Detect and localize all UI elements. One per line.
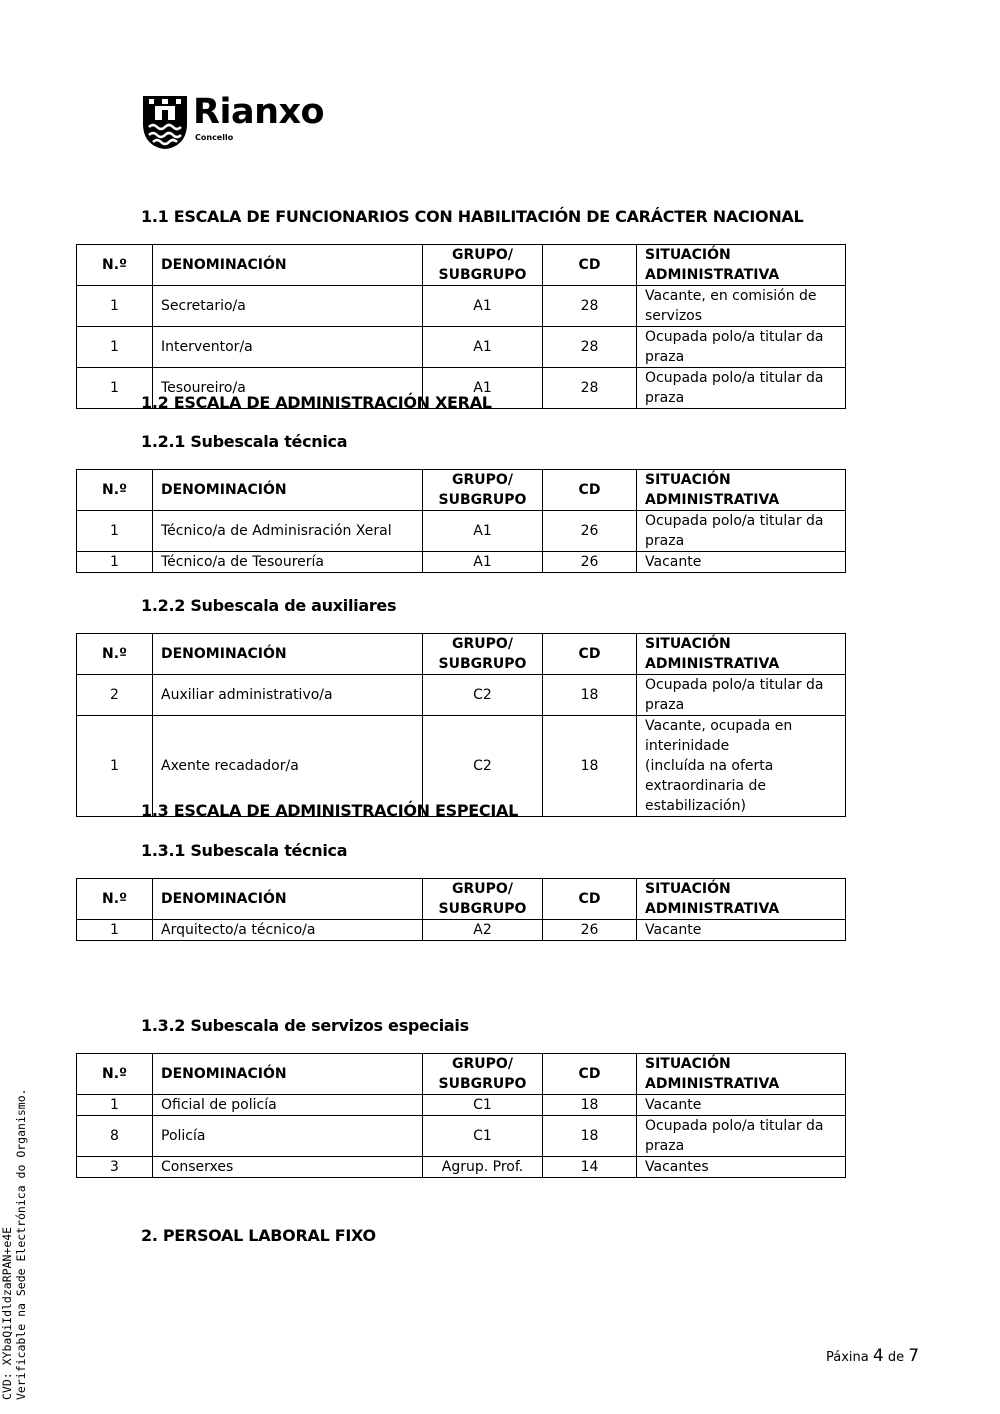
cell-n: 1 bbox=[77, 368, 153, 409]
section-heading-1-2: 1.2 ESCALA DE ADMINISTRACIÓN XERAL bbox=[141, 393, 492, 412]
header-denominacion: DENOMINACIÓN bbox=[153, 470, 423, 511]
cell-situacion: Ocupada polo/a titular da praza bbox=[637, 675, 846, 716]
table-row bbox=[77, 1116, 846, 1157]
table-row bbox=[77, 327, 846, 368]
section-heading-2: 2. PERSOAL LABORAL FIXO bbox=[141, 1226, 376, 1245]
table-1-2-1 bbox=[76, 469, 846, 573]
table-1-1 bbox=[76, 244, 846, 409]
cell-denominacion: Auxiliar administrativo/a bbox=[153, 675, 423, 716]
cell-denominacion: Interventor/a bbox=[153, 327, 423, 368]
table-header-row bbox=[77, 879, 846, 920]
table-1-3-1 bbox=[76, 878, 846, 941]
cell-grupo: Agrup. Prof. bbox=[423, 1157, 543, 1178]
section-heading-1-3: 1.3 ESCALA DE ADMINISTRACIÓN ESPECIAL bbox=[141, 801, 518, 820]
cell-situacion: Vacantes bbox=[637, 1157, 846, 1178]
cell-situacion: Vacante bbox=[637, 1095, 846, 1116]
cell-denominacion: Tesoureiro/a bbox=[153, 368, 423, 409]
cell-situacion: Vacante bbox=[637, 920, 846, 941]
cell-n: 1 bbox=[77, 552, 153, 573]
cell-denominacion: Policía bbox=[153, 1116, 423, 1157]
header-n: N.º bbox=[77, 470, 153, 511]
concello-shield-icon bbox=[141, 94, 189, 150]
section-heading-1-3-1: 1.3.1 Subescala técnica bbox=[141, 841, 348, 860]
cell-cd: 26 bbox=[543, 552, 637, 573]
current-page: 4 bbox=[872, 1346, 884, 1366]
cell-grupo: A1 bbox=[423, 286, 543, 327]
cell-grupo: C1 bbox=[423, 1116, 543, 1157]
cell-denominacion: Axente recadador/a bbox=[153, 716, 423, 817]
header-grupo: GRUPO/ SUBGRUPO bbox=[423, 245, 543, 286]
header-situacion: SITUACIÓN ADMINISTRATIVA bbox=[637, 1054, 846, 1095]
header-grupo: GRUPO/ SUBGRUPO bbox=[423, 470, 543, 511]
header-denominacion: DENOMINACIÓN bbox=[153, 245, 423, 286]
cell-denominacion: Técnico/a de Tesourería bbox=[153, 552, 423, 573]
table-1-2-2 bbox=[76, 633, 846, 817]
cell-cd: 18 bbox=[543, 675, 637, 716]
cell-denominacion: Técnico/a de Adminisración Xeral bbox=[153, 511, 423, 552]
cell-situacion: Vacante bbox=[637, 552, 846, 573]
header-cd: CD bbox=[543, 634, 637, 675]
cell-grupo: A1 bbox=[423, 368, 543, 409]
header-cd: CD bbox=[543, 1054, 637, 1095]
cell-situacion: Ocupada polo/a titular da praza bbox=[637, 511, 846, 552]
cell-cd: 28 bbox=[543, 327, 637, 368]
header-cd: CD bbox=[543, 245, 637, 286]
cell-denominacion: Secretario/a bbox=[153, 286, 423, 327]
header-situacion: SITUACIÓN ADMINISTRATIVA bbox=[637, 879, 846, 920]
cell-denominacion: Oficial de policía bbox=[153, 1095, 423, 1116]
header-denominacion: DENOMINACIÓN bbox=[153, 1054, 423, 1095]
section-heading-1-1: 1.1 ESCALA DE FUNCIONARIOS CON HABILITACIÓN DE CARÁCTER NACIONAL bbox=[141, 207, 804, 226]
header-n: N.º bbox=[77, 1054, 153, 1095]
logo-subtitle: Concello bbox=[195, 133, 234, 142]
cell-n: 1 bbox=[77, 920, 153, 941]
header-situacion: SITUACIÓN ADMINISTRATIVA bbox=[637, 245, 846, 286]
cell-n: 8 bbox=[77, 1116, 153, 1157]
cell-cd: 18 bbox=[543, 1095, 637, 1116]
table-row bbox=[77, 920, 846, 941]
cell-grupo: A1 bbox=[423, 552, 543, 573]
cell-situacion: Ocupada polo/a titular da praza bbox=[637, 327, 846, 368]
cell-denominacion: Conserxes bbox=[153, 1157, 423, 1178]
section-heading-1-2-2: 1.2.2 Subescala de auxiliares bbox=[141, 596, 397, 615]
cell-cd: 18 bbox=[543, 716, 637, 817]
cell-n: 1 bbox=[77, 716, 153, 817]
table-1-3-2 bbox=[76, 1053, 846, 1178]
cell-grupo: C2 bbox=[423, 716, 543, 817]
table-header-row bbox=[77, 1054, 846, 1095]
verification-text: Verificable na Sede Electrónica do Organismo. bbox=[14, 1088, 28, 1400]
cell-grupo: A2 bbox=[423, 920, 543, 941]
header-n: N.º bbox=[77, 245, 153, 286]
cvd-code: CVD: XYbaQiIdldzaRPAN+e4E bbox=[0, 1226, 14, 1400]
cell-situacion: Vacante, ocupada en interinidade (incluída na oferta extraordinaria de estabilización) bbox=[637, 716, 846, 817]
cell-n: 3 bbox=[77, 1157, 153, 1178]
header-n: N.º bbox=[77, 634, 153, 675]
page-number bbox=[826, 1346, 919, 1366]
cell-cd: 28 bbox=[543, 368, 637, 409]
cell-grupo: A1 bbox=[423, 327, 543, 368]
page-prefix: Páxina bbox=[826, 1350, 869, 1365]
cell-cd: 26 bbox=[543, 511, 637, 552]
cell-cd: 26 bbox=[543, 920, 637, 941]
section-heading-1-3-2: 1.3.2 Subescala de servizos especiais bbox=[141, 1016, 469, 1035]
page-separator: de bbox=[887, 1350, 905, 1365]
table-header-row bbox=[77, 470, 846, 511]
header-situacion: SITUACIÓN ADMINISTRATIVA bbox=[637, 634, 846, 675]
table-row bbox=[77, 1157, 846, 1178]
logo-wordmark: Rianxo bbox=[193, 92, 325, 132]
cell-n: 1 bbox=[77, 511, 153, 552]
cell-n: 1 bbox=[77, 327, 153, 368]
header-grupo: GRUPO/ SUBGRUPO bbox=[423, 634, 543, 675]
header-grupo: GRUPO/ SUBGRUPO bbox=[423, 1054, 543, 1095]
cell-situacion: Ocupada polo/a titular da praza bbox=[637, 368, 846, 409]
header-cd: CD bbox=[543, 470, 637, 511]
table-row bbox=[77, 552, 846, 573]
table-row bbox=[77, 1095, 846, 1116]
cell-denominacion: Arquitecto/a técnico/a bbox=[153, 920, 423, 941]
header-denominacion: DENOMINACIÓN bbox=[153, 634, 423, 675]
header-denominacion: DENOMINACIÓN bbox=[153, 879, 423, 920]
cell-cd: 18 bbox=[543, 1116, 637, 1157]
table-row bbox=[77, 511, 846, 552]
cell-n: 2 bbox=[77, 675, 153, 716]
table-header-row bbox=[77, 245, 846, 286]
header-cd: CD bbox=[543, 879, 637, 920]
cell-situacion: Vacante, en comisión de servizos bbox=[637, 286, 846, 327]
cell-situacion: Ocupada polo/a titular da praza bbox=[637, 1116, 846, 1157]
cell-grupo: C1 bbox=[423, 1095, 543, 1116]
rianxo-logo bbox=[141, 94, 351, 152]
table-row bbox=[77, 675, 846, 716]
total-pages: 7 bbox=[908, 1346, 920, 1366]
cell-n: 1 bbox=[77, 286, 153, 327]
cell-cd: 28 bbox=[543, 286, 637, 327]
cell-grupo: C2 bbox=[423, 675, 543, 716]
cell-n: 1 bbox=[77, 1095, 153, 1116]
table-row bbox=[77, 286, 846, 327]
cell-grupo: A1 bbox=[423, 511, 543, 552]
header-n: N.º bbox=[77, 879, 153, 920]
table-header-row bbox=[77, 634, 846, 675]
section-heading-1-2-1: 1.2.1 Subescala técnica bbox=[141, 432, 348, 451]
header-grupo: GRUPO/ SUBGRUPO bbox=[423, 879, 543, 920]
cell-cd: 14 bbox=[543, 1157, 637, 1178]
header-situacion: SITUACIÓN ADMINISTRATIVA bbox=[637, 470, 846, 511]
verification-note bbox=[0, 1088, 28, 1400]
